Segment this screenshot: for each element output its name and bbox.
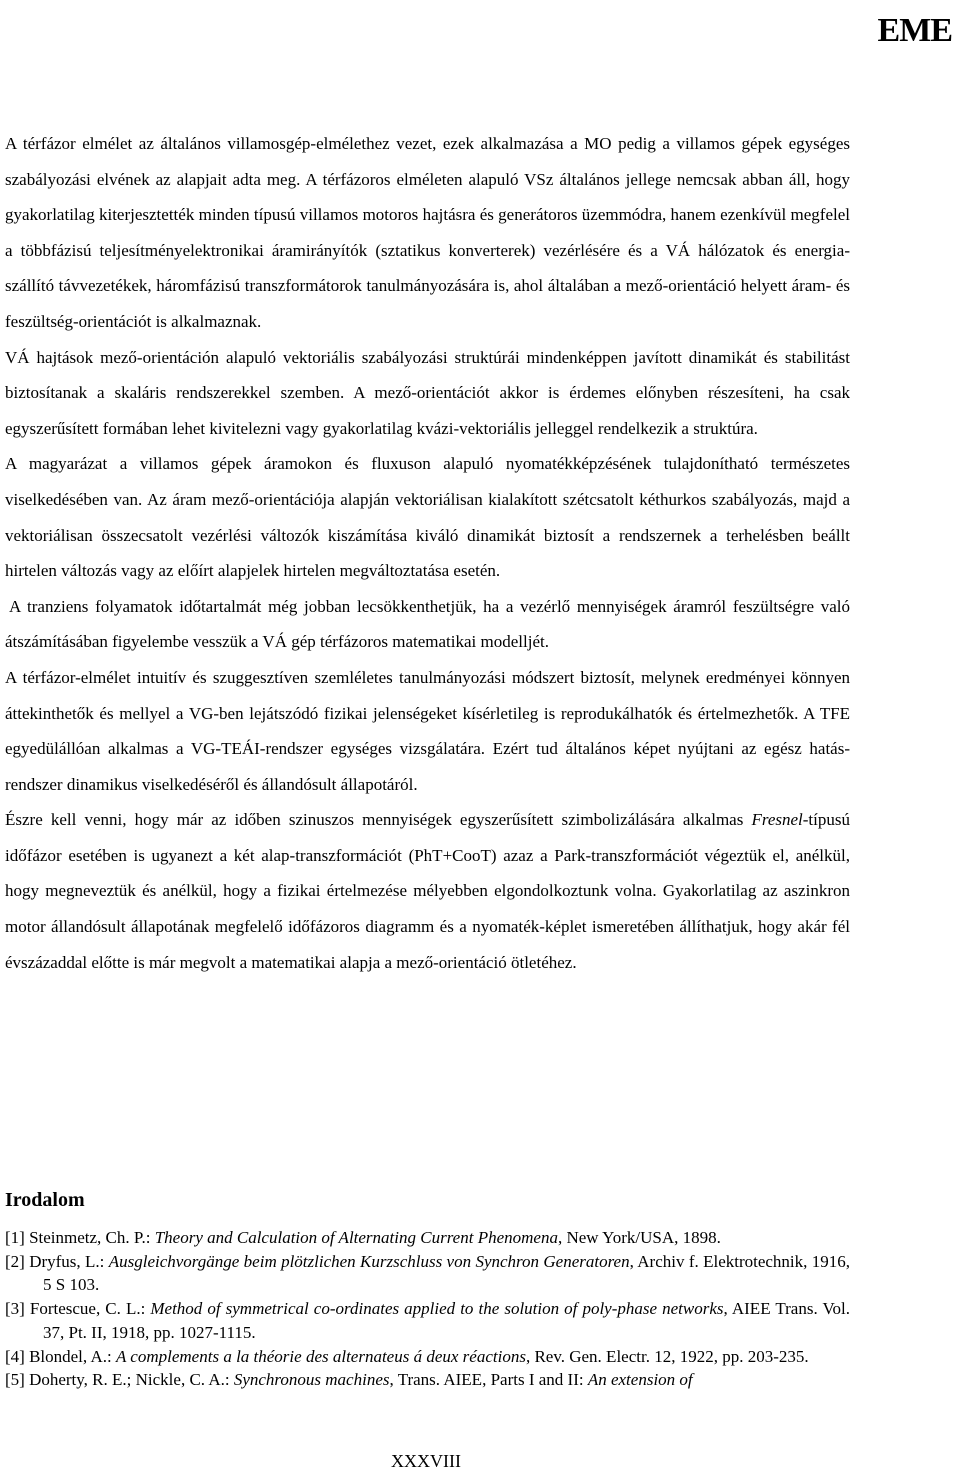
reference-title: Ausgleichvorgänge beim plötzlichen Kurzschluss von Synchron Generatoren xyxy=(108,1251,630,1271)
reference-item xyxy=(5,1297,850,1344)
reference-title: An extension of xyxy=(587,1370,693,1390)
reference-number: [3] xyxy=(5,1299,25,1319)
body-text xyxy=(5,126,850,980)
paragraph-text: -típusú időfázor esetében is ugyanezt a két alap-transzformációt (PhT+CooT) azaz a Park-transzformációt végeztük el, anélkül, hogy megneveztük és anélkül, hogy a fizikai értelmezése mélyebben elgondolkoztunk volna. Gyakorlatilag az aszinkron motor állandósult állapotának megfelelő időfázoros diagramm és a nyomaték-képlet ismeretében állíthatjuk, hogy akár fél évszázaddal előtte is már megvolt a matematikai alapja a mező-orientáció ötletéhez. xyxy=(5,810,850,972)
reference-author: Fortescue, C. L.: xyxy=(29,1299,146,1319)
paragraph: A térfázor-elmélet intuitív és szuggesztíven szemléletes tanulmányozási módszert biztosít, melynek eredményei könnyen áttekinthetők és mellyel a VG-ben lejátszódó fizikai jelenségeket kísérletileg is reprodukálhatók és értelmezhetők. A TFE egyedülállóan alkalmas a VG-TEÁI-rendszer egységes vizsgálatára. Ezért tud általános képet nyújtani az egész hatás-rendszer dinamikus viselkedéséről és állandósult állapotáról. xyxy=(5,667,850,794)
paragraph: A tranziens folyamatok időtartalmát még jobban lecsökkenthetjük, ha a vezérlő mennyiségek áramról feszültségre való átszámításában figyelembe vesszük a VÁ gép térfázoros matematikai modelljét. xyxy=(5,596,850,652)
reference-details: , Archiv f. Elektrotechnik, 1916, 5 S 103. xyxy=(43,1251,851,1295)
eme-logo: EME xyxy=(877,12,952,49)
reference-title: Method of symmetrical co-ordinates applied to the solution of poly-phase networks xyxy=(150,1299,724,1319)
reference-item xyxy=(5,1226,850,1250)
paragraph xyxy=(5,802,850,980)
reference-author: Dryfus, L.: xyxy=(29,1251,105,1271)
italic-term: Fresnel xyxy=(751,810,803,830)
reference-title: Theory and Calculation of Alternating Current Phenomena xyxy=(154,1228,558,1247)
reference-item xyxy=(5,1345,850,1369)
reference-author: Blondel, A.: xyxy=(29,1346,112,1366)
reference-item xyxy=(5,1368,850,1392)
reference-number: [1] xyxy=(5,1228,25,1247)
paragraph: A térfázor elmélet az általános villamosgép-elmélethez vezet, ezek alkalmazása a MO pedig a villamos gépek egységes szabályozási elvének az alapjait adta meg. A térfázoros elméleten alapuló VSz általános jellege nemcsak abban áll, hogy gyakorlatilag kiterjesztették minden típusú villamos motoros hajtásra és generátoros üzemmódra, hanem ezenkívül megfelel a többfázisú teljesítményelektronikai áramirányítók (sztatikus konverterek) vezérlésére és a VÁ hálózatok és energia-szállító távvezetékek, háromfázisú transzformátorok tanulmányozására is, ahol általában a mező-orientáció helyett áram- és feszültség-orientációt is alkalmaznak. xyxy=(5,134,850,331)
references-title: Irodalom xyxy=(5,1189,85,1211)
reference-item xyxy=(5,1250,850,1297)
reference-details: , AIEE Trans. Vol. 37, Pt. II, 1918, pp. 1027-1115. xyxy=(43,1299,851,1342)
paragraph: A magyarázat a villamos gépek áramokon és fluxuson alapuló nyomatékképzésének tulajdonítható természetes viselkedésében van. Az áram mező-orientációja alapján vektoriálisan kialakított szétcsatolt kéthurkos szabályozás, majd a vektoriálisan összecsatolt vezérlési változók kiszámítása kiváló dinamikát biztosít a rendszernek a terhelésben beállt hirtelen változás vagy az előírt alapjelek hirtelen megváltoztatása esetén. xyxy=(5,454,850,581)
reference-author: Steinmetz, Ch. P.: xyxy=(29,1228,151,1247)
reference-number: [4] xyxy=(5,1346,25,1366)
reference-details: , Rev. Gen. Electr. 12, 1922, pp. 203-235. xyxy=(525,1346,809,1366)
paragraph-text: Észre kell venni, hogy már az időben szinuszos mennyiségek egyszerűsített szimbolizálására alkalmas xyxy=(5,810,752,830)
reference-number: [5] xyxy=(5,1370,25,1390)
reference-list xyxy=(5,1226,850,1392)
page-number: XXXVIII xyxy=(391,1451,461,1471)
reference-details: , New York/USA, 1898. xyxy=(557,1228,721,1247)
reference-title: A complements a la théorie des alternateus á deux réactions xyxy=(115,1346,526,1366)
reference-details: , Trans. AIEE, Parts I and II: xyxy=(389,1370,588,1390)
reference-author: Doherty, R. E.; Nickle, C. A.: xyxy=(29,1370,230,1390)
reference-title: Synchronous machines xyxy=(233,1370,390,1390)
reference-number: [2] xyxy=(5,1251,25,1271)
paragraph: VÁ hajtások mező-orientáción alapuló vektoriális szabályozási struktúrái mindenképpen javított dinamikát és stabilitást biztosítanak a skaláris rendszerekkel szemben. A mező-orientációt akkor is érdemes előnyben részesíteni, ha csak egyszerűsített formában lehet kivitelezni vagy gyakorlatilag kvázi-vektoriális jelleggel rendelkezik a struktúra. xyxy=(5,347,850,438)
